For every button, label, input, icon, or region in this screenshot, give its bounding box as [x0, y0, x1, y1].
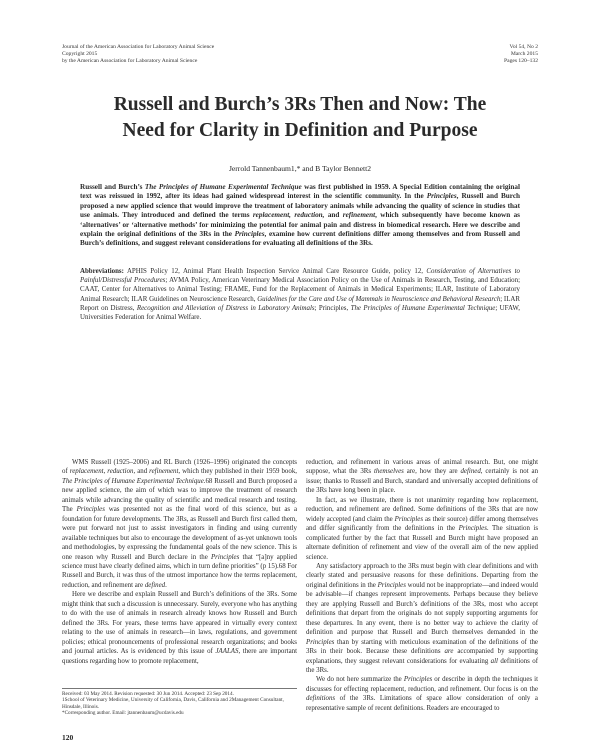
body-right-column	[306, 458, 538, 713]
copyright-holder: by the American Association for Laboratory Animal Science	[62, 57, 198, 64]
abbreviations: Abbreviations: APHIS Policy 12, Animal Plant Health Inspection Service Animal Care Resource Guide, policy 12, Consideration of Alternatives to Painful/Distressful Procedures; AVMA Policy, American Veterinary Medical Association Policy on the Use of Animals in Research, Testing, and Education; CAAT, Center for Alternatives to Animal Testing; FRAME, Fund for the Replacement of Animals in Medical Experiments; ILAR, Institute of Laboratory Animal Research; ILAR Guidelines on Neuroscience Research, Guidelines for the Care and Use of Mammals in Neuroscience and Behavioral Research; ILAR Report on Distress, Recognition and Alleviation of Distress in Laboratory Animals; Principles, The Principles of Humane Experimental Technique; UFAW, Universities Federation for Animal Welfare.	[80, 268, 520, 322]
received-dates: Received: 03 May 2014. Revision requested: 30 Jun 2014. Accepted: 23 Sep 2014.	[62, 691, 234, 697]
volume-number: Vol 54, No 2	[509, 44, 538, 50]
paragraph: In fact, as we illustrate, there is not unanimity regarding how replacement, reduction, and refinement are defined. Some definitions of the 3Rs that are now widely accepted (and claim the Principles as their source) differ among themselves and differ significantly from the definitions in the Principles. The situation is complicated further by the fact that Russell and Burch might have proposed an alternate definition of refinement and view of the overall aim of the new applied science.	[306, 496, 539, 561]
title-line-2: Need for Clarity in Definition and Purpose	[122, 120, 478, 141]
paragraph: WMS Russell (1925–2006) and RL Burch (1926–1996) originated the concepts of replacement, reduction, and refinement, which they published in their 1959 book, The Principles of Humane Experimental Technique.68 Russell and Burch proposed a new applied science, the aim of which was to improve the treatment of research animals while advancing the quality of scientific and medical research and testing. The Principles was presented not as the final word of this science, but as a foundation for future developments. The 3Rs, as Russell and Burch first called them, were put forward not just to assist investigators in finding and using currently available techniques but also to encourage the development of as-yet unknown tools and methodologies, by expressing the fundamental goals of the new science. This is one reason why Russell and Burch declare in the Principles that “[a]ny applied science must have clearly defined aims, which in turn define priorities” (p 15).68 For Russell and Burch, it was thus of the utmost importance how the terms replacement, reduction, and refinement are defined.	[62, 459, 298, 589]
paragraph: Any satisfactory approach to the 3Rs must begin with clear definitions and with clearly stated and persuasive reasons for these definitions. Departing from the original definitions in the Principles would not be inappropriate—and indeed would be advisable—if changes represent improvements. Perhaps because they believe they are applying Russell and Burch’s definitions of the 3Rs, most who accept definitions that depart from the originals do not supply supporting arguments for these departures. In any event, there is no better way to achieve the clarity of definition and purpose that Russell and Burch themselves demanded in the Principles than by starting with meticulous examination of the definitions of the 3Rs in their book. Because these definitions are accompanied by supporting explanations, they suggest relevant considerations for evaluating all definitions of the 3Rs.	[306, 562, 538, 674]
paragraph: Here we describe and explain Russell and Burch’s definitions of the 3Rs. Some might think that such a discussion is unnecessary. Surely, everyone who has anything to do with the use of animals in research already knows how Russell and Burch defined the 3Rs. For years, these terms have appeared in virtually every context relating to the use of animals in research—in laws, regulations, and government policies; ethical pronouncements of professional research organizations; and books and journal articles. As is evidenced by this issue of JAALAS, there are important questions regarding how to promote replacement,	[62, 591, 297, 665]
article-title	[40, 92, 560, 144]
abbreviations-label: Abbreviations:	[80, 268, 124, 275]
issue-info	[504, 44, 538, 64]
footnote	[62, 691, 297, 717]
corresponding-author: *Corresponding author. Email: jtannenbaum@ucdavis.edu	[62, 710, 184, 717]
footnote-divider	[62, 688, 297, 689]
page-range: Pages 120–132	[503, 57, 538, 64]
copyright-year: Copyright 2015	[62, 50, 98, 57]
author-list: Jerrold Tannenbaum1,* and B Taylor Bennett2	[228, 164, 372, 173]
title-line-1: Russell and Burch’s 3Rs Then and Now: The	[113, 94, 487, 115]
paragraph: We do not here summarize the Principles or describe in depth the techniques it discusses for effecting replacement, reduction, and refinement. Our focus is on the definitions of the 3Rs. Limitations of space allow consideration of only a representative sample of recent definitions. Readers are encouraged to	[306, 676, 539, 712]
page-number: 120	[62, 733, 74, 742]
paragraph: reduction, and refinement in various areas of animal research. But, one might suppose, what the 3Rs themselves are, how they are defined, certainly is not an issue; thanks to Russell and Burch, standard and universally accepted definitions of the 3Rs have long been in place.	[306, 459, 539, 495]
body-left-column	[62, 458, 297, 666]
abstract: Russell and Burch’s The Principles of Humane Experimental Technique was first published in 1959. A Special Edition containing the original text was reissued in 1992, after its ideas had gained widespread interest in the scientific community. In the Principles, Russell and Burch proposed a new applied science that would improve the treatment of laboratory animals while advancing the quality of science in studies that use animals. They introduced and defined the terms replacement, reduction, and refinement, which subsequently have become known as ‘alternatives’ or ‘alternative methods’ for minimizing the potential for animal pain and distress in biomedical research. Here we describe and explain the original definitions of the 3Rs in the Principles, examine how current definitions differ among themselves and from Russell and Burch’s definitions, and suggest relevant considerations for evaluating all definitions of the 3Rs.	[80, 183, 521, 248]
affiliations: 1School of Veterinary Medicine, University of California, Davis, California and 2Management Consultant, Hinsdale, Illinois.	[62, 697, 284, 710]
issue-date: March 2015	[510, 50, 538, 57]
journal-header	[62, 44, 214, 64]
journal-name: Journal of the American Association for Laboratory Animal Science	[62, 44, 215, 50]
